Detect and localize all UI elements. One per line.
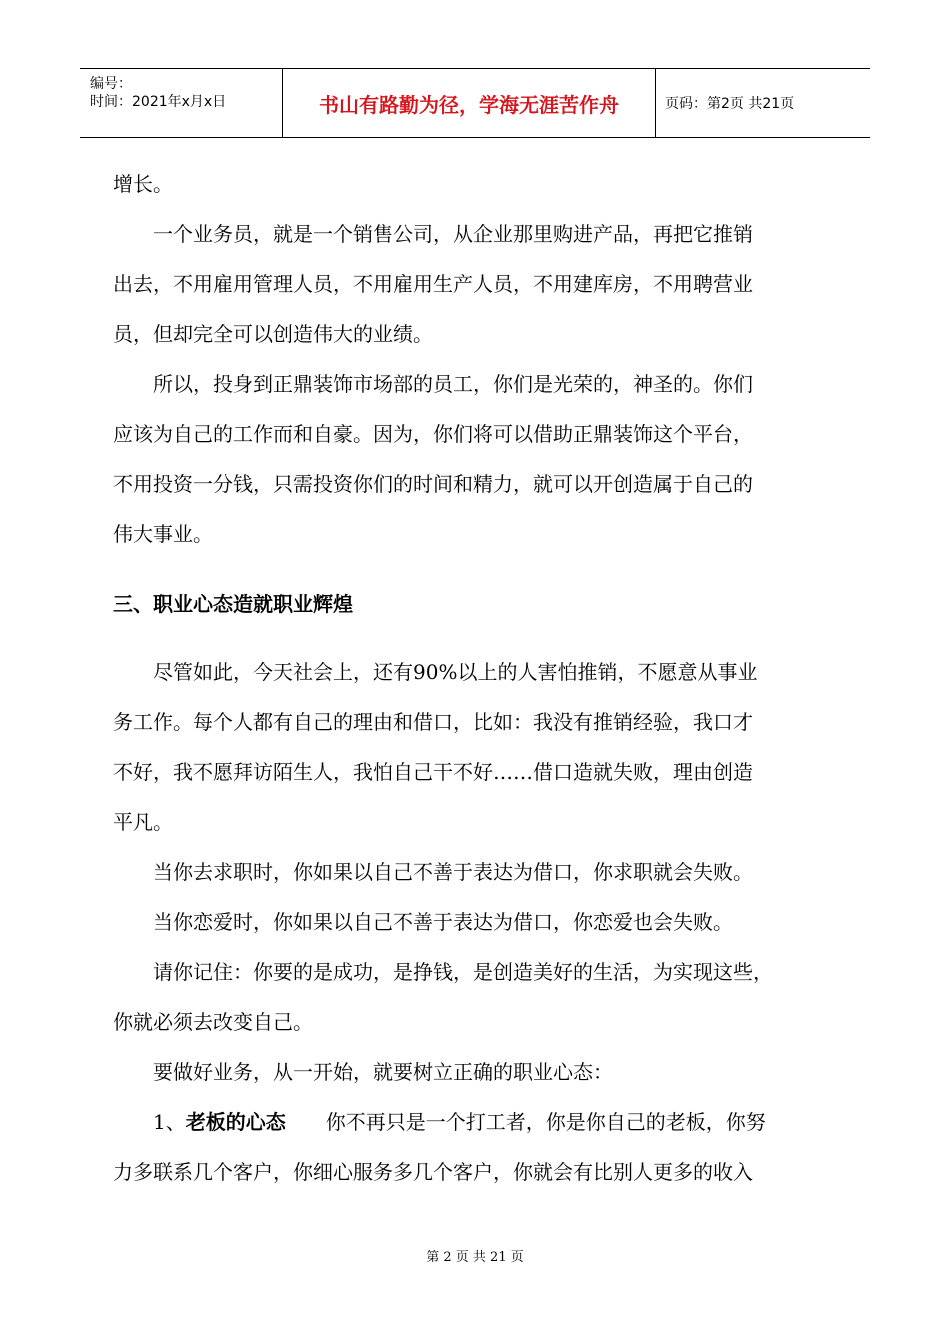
item-1-continuation: 力多联系几个客户，你细心服务多几个客户，你就会有比别人更多的收入 bbox=[113, 1160, 753, 1184]
body-line: 应该为自己的工作而和自豪。因为，你们将可以借助正鼎装饰这个平台， bbox=[113, 422, 753, 446]
body-line: 你就必须去改变自己。 bbox=[113, 1010, 313, 1034]
number-label: 编号： bbox=[90, 76, 132, 92]
item-1-number: 1、 bbox=[153, 1110, 186, 1134]
item-1-line bbox=[153, 1110, 766, 1134]
header-meta-cell bbox=[80, 69, 282, 137]
body-line: 请你记住：你要的是成功，是挣钱，是创造美好的生活，为实现这些， bbox=[113, 960, 773, 984]
body-line: 不好，我不愿拜访陌生人，我怕自己干不好……借口造就失败，理由创造 bbox=[113, 760, 753, 784]
page-footer: 第 2 页 共 21 页 bbox=[426, 1250, 524, 1265]
item-1-title: 老板的心态 bbox=[185, 1110, 286, 1134]
item-1-text: 你不再只是一个打工者，你是你自己的老板，你努 bbox=[285, 1110, 766, 1134]
body-line: 增长。 bbox=[113, 172, 173, 196]
page-info: 页码：第2页 共21页 bbox=[665, 96, 795, 112]
body-line: 员，但却完全可以创造伟大的业绩。 bbox=[113, 322, 433, 346]
header-slogan: 书山有路勤为径，学海无涯苦作舟 bbox=[282, 69, 656, 137]
time-label: 时间：2021年x月x日 bbox=[90, 94, 227, 110]
header-page-cell bbox=[655, 69, 870, 137]
document-header bbox=[80, 68, 870, 138]
body-line: 所以，投身到正鼎装饰市场部的员工，你们是光荣的，神圣的。你们 bbox=[113, 372, 753, 396]
body-line: 务工作。每个人都有自己的理由和借口，比如：我没有推销经验，我口才 bbox=[113, 710, 753, 734]
body-line: 尽管如此，今天社会上，还有90%以上的人害怕推销，不愿意从事业 bbox=[113, 660, 758, 684]
body-line: 要做好业务，从一开始，就要树立正确的职业心态： bbox=[113, 1060, 613, 1084]
body-line: 不用投资一分钱，只需投资你们的时间和精力，就可以开创造属于自己的 bbox=[113, 472, 753, 496]
body-line: 一个业务员，就是一个销售公司，从企业那里购进产品，再把它推销 bbox=[113, 222, 753, 246]
section-heading: 三、职业心态造就职业辉煌 bbox=[113, 592, 353, 616]
body-line: 平凡。 bbox=[113, 810, 173, 834]
body-line: 出去，不用雇用管理人员，不用雇用生产人员，不用建库房，不用聘营业 bbox=[113, 272, 753, 296]
body-line: 当你恋爱时，你如果以自己不善于表达为借口，你恋爱也会失败。 bbox=[113, 910, 733, 934]
body-line: 伟大事业。 bbox=[113, 522, 213, 546]
body-line: 当你去求职时，你如果以自己不善于表达为借口，你求职就会失败。 bbox=[113, 860, 753, 884]
